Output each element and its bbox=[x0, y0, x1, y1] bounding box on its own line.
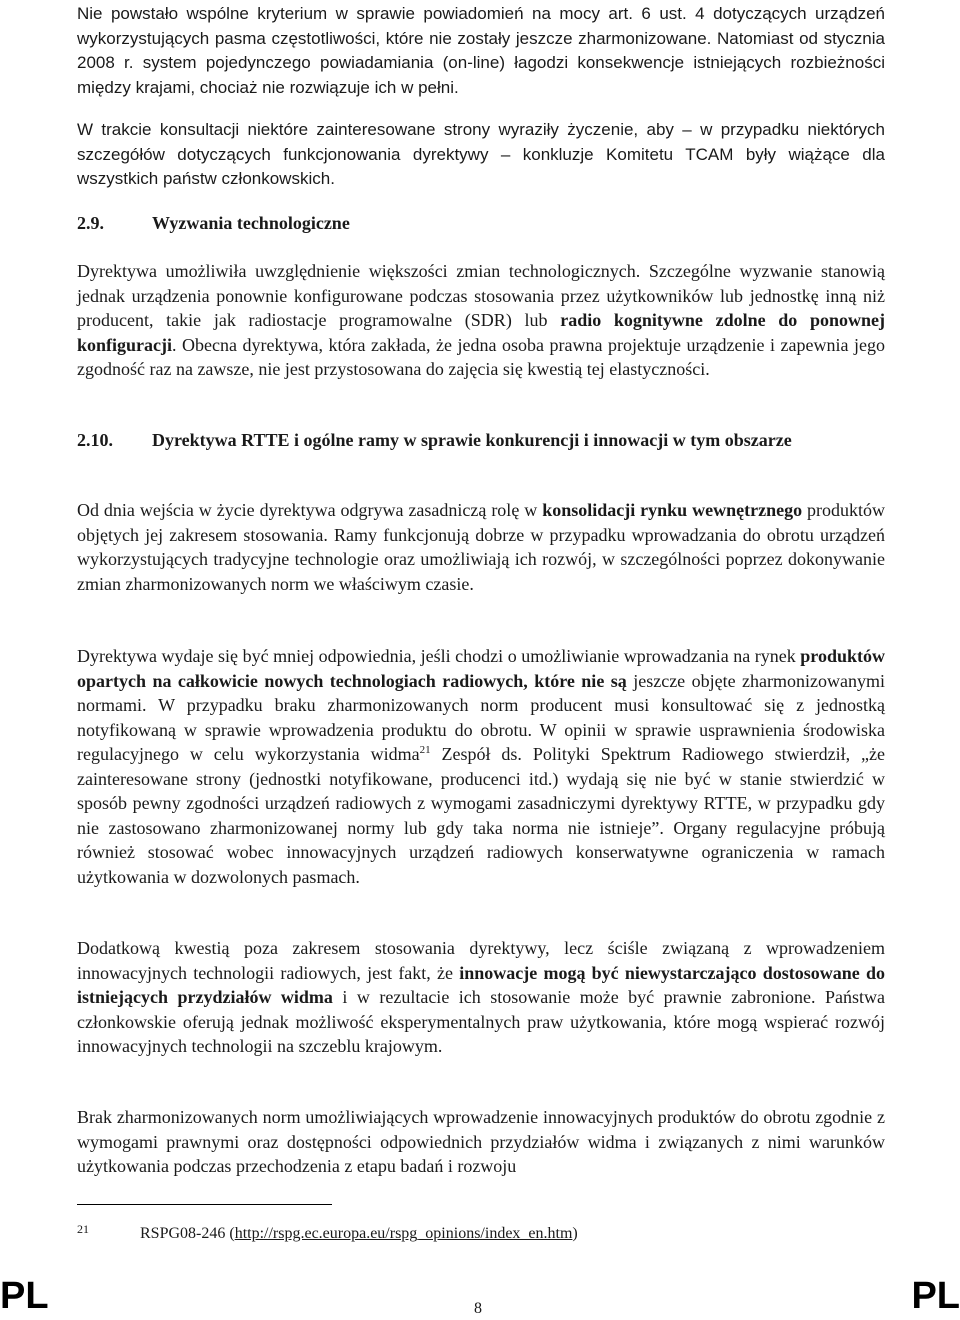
paragraph-consultation bbox=[77, 118, 885, 192]
text-run: W trakcie konsultacji niektóre zainteresowane strony wyraziły życzenie, aby – w przypadku niektórych szczegółów dotyczących funkcjonowania dyrektywy – konkluzje Komitetu TCAM były wiążące dla wszystkich państw członkowskich. bbox=[77, 120, 885, 188]
footer-language-right: PL bbox=[911, 1275, 960, 1317]
bold-text-run: radio kognitywne zdolne do ponownej konfiguracji bbox=[77, 310, 886, 355]
section-title: Dyrektywa RTTE i ogólne ramy w sprawie konkurencji i innowacji w tym obszarze bbox=[152, 430, 792, 450]
paragraph-new-technologies bbox=[77, 644, 885, 889]
section-heading-2-9 bbox=[77, 211, 885, 236]
text-run: Od dnia wejścia w życie dyrektywa odgrywa zasadniczą rolę w bbox=[77, 500, 543, 520]
bold-text-run: konsolidacji rynku wewnętrznego bbox=[542, 500, 803, 520]
text-run: Brak zharmonizowanych norm umożliwiających wprowadzenie innowacyjnych produktów do obrotu zgodnie z wymogami prawnymi oraz dostępności odpowiednich przydziałów widma i związanych z nimi warunków użytkowania podczas przechodzenia z etapu badań i rozwoju bbox=[77, 1107, 885, 1176]
paragraph-missing-standards bbox=[77, 1105, 885, 1179]
paragraph-notification-criteria bbox=[77, 2, 885, 100]
footnote-marker: 21 bbox=[77, 1222, 89, 1236]
bold-text-run: produktów opartych na całkowicie nowych technologiach radiowych, które nie są bbox=[77, 646, 885, 691]
paragraph-spectrum-allocation bbox=[77, 936, 885, 1059]
text-run: produktów objętych jej zakresem stosowania. Ramy funkcjonują dobrze w przypadku wprowadzania do obrotu urządzeń wykorzystujących tradycyjne technologie oraz umożliwiają ich rozwój, w szczególności poprzez dokonywanie zmian zharmonizowanych norm we właściwym czasie. bbox=[77, 500, 886, 594]
footer-language-left: PL bbox=[0, 1275, 49, 1317]
text-run: Dodatkową kwestią poza zakresem stosowania dyrektywy, lecz ściśle związaną z wprowadzeniem innowacyjnych technologii radiowych, jest fakt, że bbox=[77, 938, 885, 983]
bold-text-run: innowacje mogą być niewystarczająco dostosowane do istniejących przydziałów widma bbox=[77, 962, 885, 1007]
footnote-prefix: RSPG08-246 ( bbox=[140, 1225, 235, 1242]
text-run: Dyrektywa umożliwiła uwzględnienie większości zmian technologicznych. Szczególne wyzwanie stanowią jednak urządzenia ponownie konfigurowane podczas stosowania przez użytkowników lub jednostkę inną niż producent, takie jak radiostacje programowalne (SDR) lub bbox=[77, 261, 885, 330]
text-run: . Obecna dyrektywa, która zakłada, że jedna osoba prawna projektuje urządzenie i zapewnia jego zgodność raz na zawsze, nie jest przystosowana do zajęcia się kwestią tej elastyczności. bbox=[77, 334, 885, 379]
footnote-text bbox=[140, 1225, 578, 1243]
section-number: 2.10. bbox=[77, 430, 113, 450]
footnote-separator bbox=[77, 1204, 332, 1205]
paragraph-internal-market bbox=[77, 498, 885, 596]
paragraph-technological-challenges bbox=[77, 259, 885, 382]
text-run: jeszcze objęte zharmonizowanymi normami. W przypadku braku zharmonizowanych norm producent musi konsultować się z jednostką notyfikowaną w sprawie wprowadzenia produktu do obrotu. W opinii w sprawie usprawnienia środowiska regulacyjnego w celu wykorzystania widma bbox=[77, 670, 886, 764]
footnote-reference: 21 bbox=[419, 744, 431, 756]
section-heading-2-10 bbox=[77, 428, 885, 453]
page-number: 8 bbox=[474, 1300, 482, 1317]
section-number: 2.9. bbox=[77, 213, 104, 233]
text-run: i w rezultacie ich stosowanie może być prawnie zabronione. Państwa członkowskie oferują jednak możliwość eksperymentalnych praw użytkowania, które mogą wspierać rozwój innowacyjnych technologii na szczeblu krajowym. bbox=[77, 987, 885, 1056]
text-run: Zespół ds. Polityki Spektrum Radiowego stwierdził, „że zainteresowane strony (jednostki notyfikowane, producenci itd.) wydają się nie być w stanie stwierdzić w sposób pewny zgodności urządzeń radiowych z wymogami zasadniczymi dyrektywy RTTE, w przypadku gdy nie zastosowano zharmonizowanej normy lub gdy taka norma nie istnieje”. Organy regulacyjne próbują również stosować wobec innowacyjnych urządzeń radiowych konserwatywne ograniczenia w ramach użytkowania w dozwolonych pasmach. bbox=[77, 744, 885, 887]
section-title: Wyzwania technologiczne bbox=[152, 213, 350, 233]
footnote-link[interactable]: http://rspg.ec.europa.eu/rspg_opinions/index_en.htm bbox=[234, 1225, 573, 1242]
text-run: Nie powstało wspólne kryterium w sprawie powiadomień na mocy art. 6 ust. 4 dotyczących urządzeń wykorzystujących pasma częstotliwości, które nie zostały jeszcze zharmonizowane. Natomiast od stycznia 2008 r. system pojedynczego powiadamiania (on-line) łagodzi konsekwencje istniejących rozbieżności między krajami, chociaż nie rozwiązuje ich w pełni. bbox=[77, 4, 885, 97]
text-run: Dyrektywa wydaje się być mniej odpowiednia, jeśli chodzi o umożliwianie wprowadzania na rynek bbox=[77, 646, 801, 666]
footnote-suffix: ) bbox=[572, 1225, 578, 1242]
